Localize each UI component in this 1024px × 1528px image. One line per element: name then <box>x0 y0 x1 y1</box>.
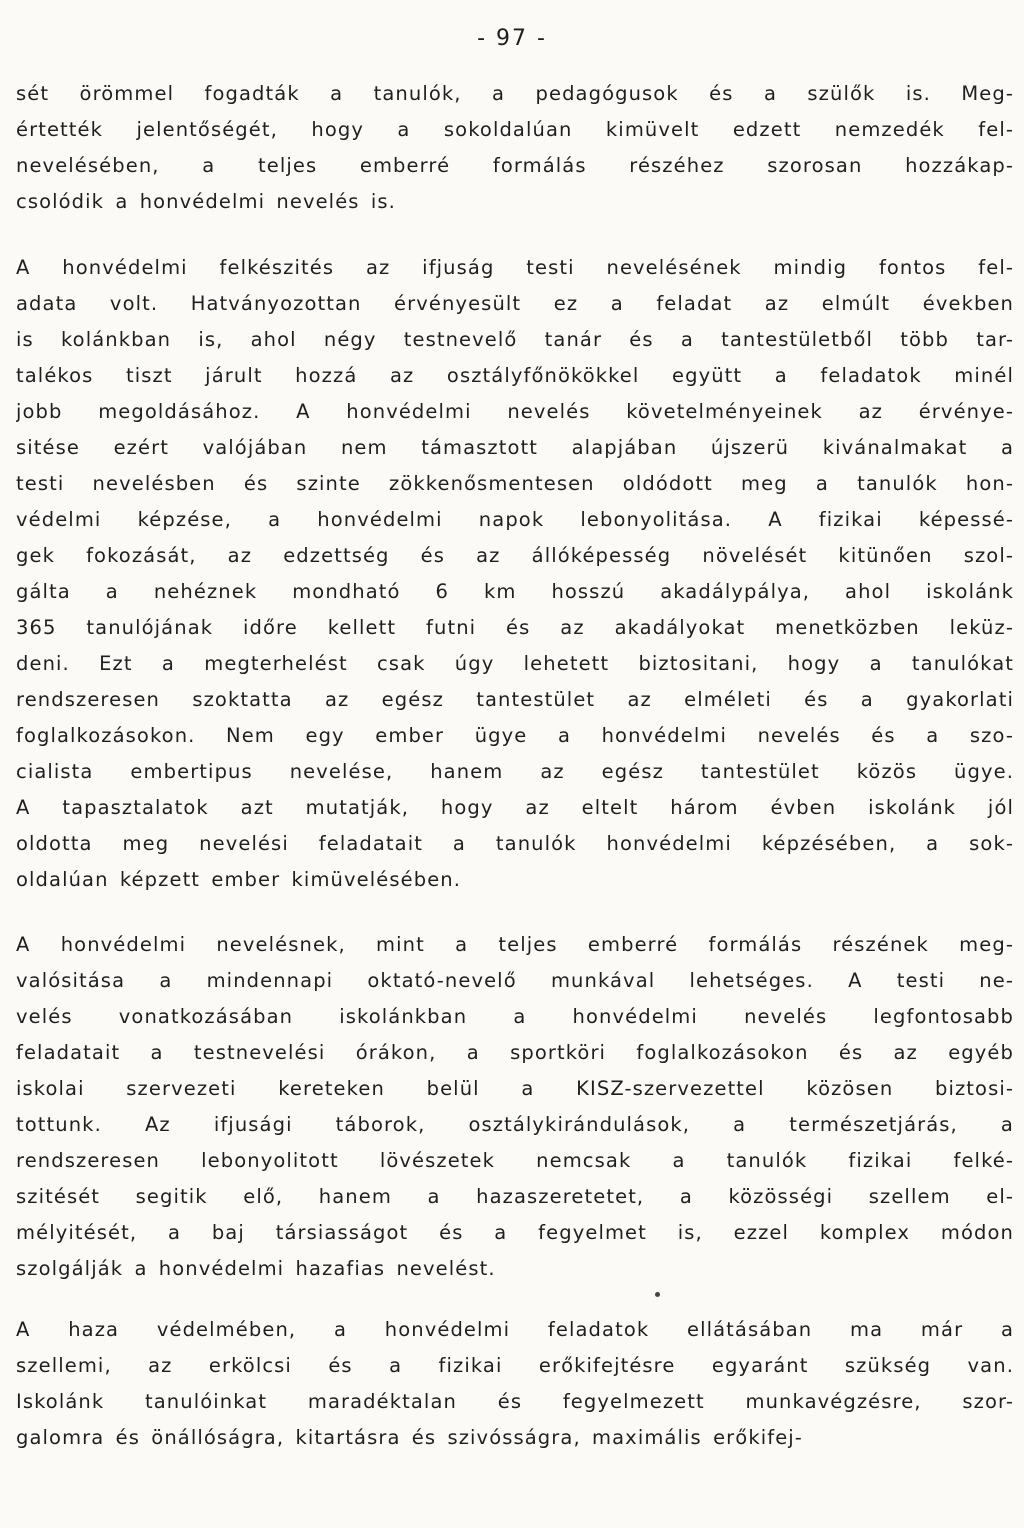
text-line: testi nevelésben és szinte zökkenősmentesen oldódott meg a tanulók hon- <box>16 472 1014 495</box>
text-line: szitését segitik elő, hanem a hazaszeretetet, a közösségi szellem el- <box>16 1185 1014 1208</box>
text-line: szellemi, az erkölcsi és a fizikai erőkifejtésre egyaránt szükség van. <box>16 1354 1014 1377</box>
text-line: A honvédelmi nevelésnek, mint a teljes emberré formálás részének meg- <box>16 933 1014 956</box>
text-line: sét örömmel fogadták a tanulók, a pedagógusok és a szülők is. Meg- <box>16 82 1014 105</box>
text-line: velés vonatkozásában iskolánkban a honvédelmi nevelés legfontosabb <box>16 1005 1014 1028</box>
text-line: galomra és önállóságra, kitartásra és szivósságra, maximális erőkifej- <box>16 1426 803 1449</box>
paragraph-4 <box>16 1312 1014 1456</box>
text-line: oldalúan képzett ember kimüvelésében. <box>16 868 462 891</box>
text-line: is kolánkban is, ahol négy testnevelő tanár és a tantestületből több tar- <box>16 328 1014 351</box>
text-line: 365 tanulójának időre kellett futni és az akadályokat menetközben leküz- <box>16 616 1014 639</box>
page-number: - 97 - <box>477 26 547 51</box>
paragraph-1 <box>16 76 1014 220</box>
text-line: csolódik a honvédelmi nevelés is. <box>16 190 396 213</box>
text-line: jobb megoldásához. A honvédelmi nevelés követelményeinek az érvénye- <box>16 400 1014 423</box>
text-line: mélyitését, a baj társiasságot és a fegyelmet is, ezzel komplex módon <box>16 1221 1014 1244</box>
paragraph-2 <box>16 250 1014 898</box>
text-line: A tapasztalatok azt mutatják, hogy az eltelt három évben iskolánk jól <box>16 796 1014 819</box>
text-line: nevelésében, a teljes emberré formálás részéhez szorosan hozzákap- <box>16 154 1014 177</box>
text-line: tottunk. Az ifjusági táborok, osztálykirándulások, a természetjárás, a <box>16 1113 1014 1136</box>
text-line: rendszeresen szoktatta az egész tantestület az elméleti és a gyakorlati <box>16 688 1014 711</box>
text-line: cialista embertipus nevelése, hanem az egész tantestület közös ügye. <box>16 760 1014 783</box>
text-line: védelmi képzése, a honvédelmi napok lebonyolitása. A fizikai képessé- <box>16 508 1014 531</box>
text-line: A honvédelmi felkészités az ifjuság testi nevelésének mindig fontos fel- <box>16 256 1014 279</box>
text-line: A haza védelmében, a honvédelmi feladatok ellátásában ma már a <box>16 1318 1014 1341</box>
text-line: feladatait a testnevelési órákon, a sportköri foglalkozásokon és az egyéb <box>16 1041 1014 1064</box>
text-line: értették jelentőségét, hogy a sokoldalúan kimüvelt edzett nemzedék fel- <box>16 118 1014 141</box>
text-line: rendszeresen lebonyolitott lövészetek nemcsak a tanulók fizikai felké- <box>16 1149 1014 1172</box>
paragraph-3 <box>16 927 1014 1287</box>
text-line: szolgálják a honvédelmi hazafias nevelést. <box>16 1257 496 1280</box>
text-line: gálta a nehéznek mondható 6 km hosszú akadálypálya, ahol iskolánk <box>16 580 1014 603</box>
text-line: adata volt. Hatványozottan érvényesült ez a feladat az elmúlt években <box>16 292 1014 315</box>
text-line: oldotta meg nevelési feladatait a tanulók honvédelmi képzésében, a sok- <box>16 832 1014 855</box>
text-line: foglalkozásokon. Nem egy ember ügye a honvédelmi nevelés és a szo- <box>16 724 1014 747</box>
text-line: gek fokozását, az edzettség és az állóképesség növelését kitünően szol- <box>16 544 1014 567</box>
ink-speck <box>655 1292 660 1297</box>
text-line: Iskolánk tanulóinkat maradéktalan és fegyelmezett munkavégzésre, szor- <box>16 1390 1014 1413</box>
text-line: valósitása a mindennapi oktató-nevelő munkával lehetséges. A testi ne- <box>16 969 1014 992</box>
text-line: iskolai szervezeti kereteken belül a KISZ-szervezettel közösen biztosi- <box>16 1077 1014 1100</box>
text-line: sitése ezért valójában nem támasztott alapjában újszerü kivánalmakat a <box>16 436 1014 459</box>
text-line: deni. Ezt a megterhelést csak úgy lehetett biztositani, hogy a tanulókat <box>16 652 1014 675</box>
text-line: talékos tiszt járult hozzá az osztályfőnökökkel együtt a feladatok minél <box>16 364 1014 387</box>
